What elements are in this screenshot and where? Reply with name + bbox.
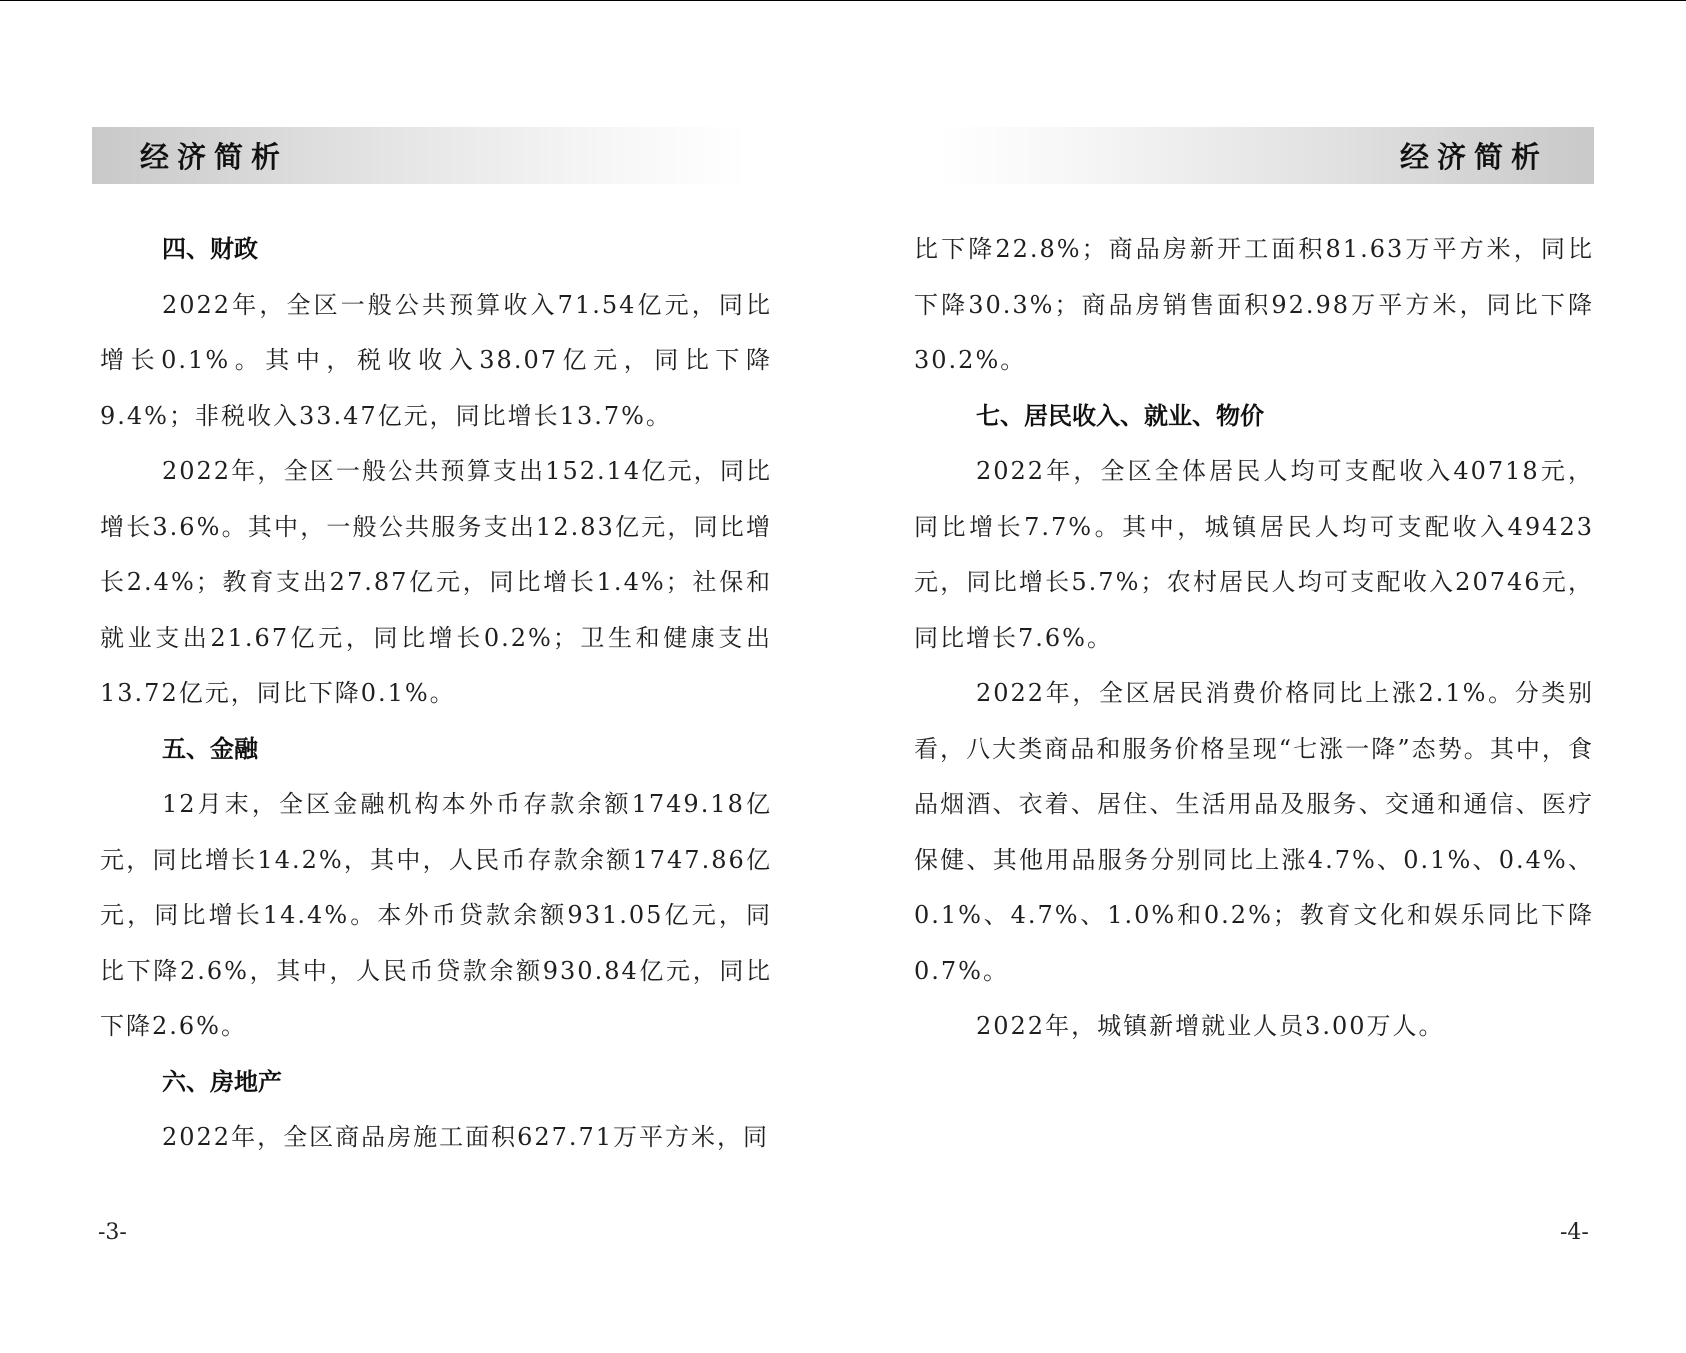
right-page-number: -4- bbox=[1560, 1220, 1589, 1245]
right-header-title: 经济简析 bbox=[1399, 140, 1548, 174]
right-page bbox=[843, 0, 1686, 1353]
right-page-content bbox=[914, 222, 1594, 1055]
paragraph-consumer-prices: 2022年，全区居民消费价格同比上涨2.1%。分类别看，八大类商品和服务价格呈现“七涨一降”态势。其中，食品烟酒、衣着、居住、生活用品及服务、交通和通信、医疗保健、其他用品服务分别同比上涨4.7%、0.1%、0.4%、0.1%、4.7%、1.0%和0.2%；教育文化和娱乐同比下降0.7%。 bbox=[914, 679, 1594, 985]
paragraph-budget-revenue: 2022年，全区一般公共预算收入71.54亿元，同比增长0.1%。其中，税收收入38.07亿元，同比下降9.4%；非税收入33.47亿元，同比增长13.7%。 bbox=[100, 290, 772, 430]
left-header-title: 经济简析 bbox=[140, 140, 289, 174]
left-header-band bbox=[92, 127, 747, 184]
paragraph-real-estate-start: 2022年，全区商品房施工面积627.71万平方米，同 bbox=[162, 1123, 770, 1151]
right-header-band bbox=[936, 127, 1594, 184]
left-page-content bbox=[100, 222, 772, 1166]
section-heading-finance: 四、财政 bbox=[162, 235, 258, 263]
paragraph-deposits-loans: 12月末，全区金融机构本外币存款余额1749.18亿元，同比增长14.2%，其中，人民币存款余额1747.86亿元，同比增长14.4%。本外币贷款余额931.05亿元，同比下降2.6%，其中，人民币贷款余额930.84亿元，同比下降2.6%。 bbox=[100, 790, 772, 1040]
paragraph-budget-expenditure: 2022年，全区一般公共预算支出152.14亿元，同比增长3.6%。其中，一般公共服务支出12.83亿元，同比增长2.4%；教育支出27.87亿元，同比增长1.4%；社保和就业支出21.67亿元，同比增长0.2%；卫生和健康支出13.72亿元，同比下降0.1%。 bbox=[100, 457, 772, 707]
paragraph-employment: 2022年，城镇新增就业人员3.00万人。 bbox=[976, 1012, 1445, 1040]
section-heading-banking: 五、金融 bbox=[162, 734, 258, 763]
paragraph-real-estate-continued: 比下降22.8%；商品房新开工面积81.63万平方米，同比下降30.3%；商品房销售面积92.98万平方米，同比下降30.2%。 bbox=[914, 235, 1594, 374]
section-heading-income-employment-prices: 七、居民收入、就业、物价 bbox=[976, 401, 1264, 430]
paragraph-disposable-income: 2022年，全区全体居民人均可支配收入40718元，同比增长7.7%。其中，城镇居民人均可支配收入49423元，同比增长5.7%；农村居民人均可支配收入20746元，同比增长7.6%。 bbox=[914, 457, 1594, 652]
left-page-number: -3- bbox=[98, 1220, 127, 1245]
section-heading-real-estate: 六、房地产 bbox=[162, 1067, 282, 1096]
